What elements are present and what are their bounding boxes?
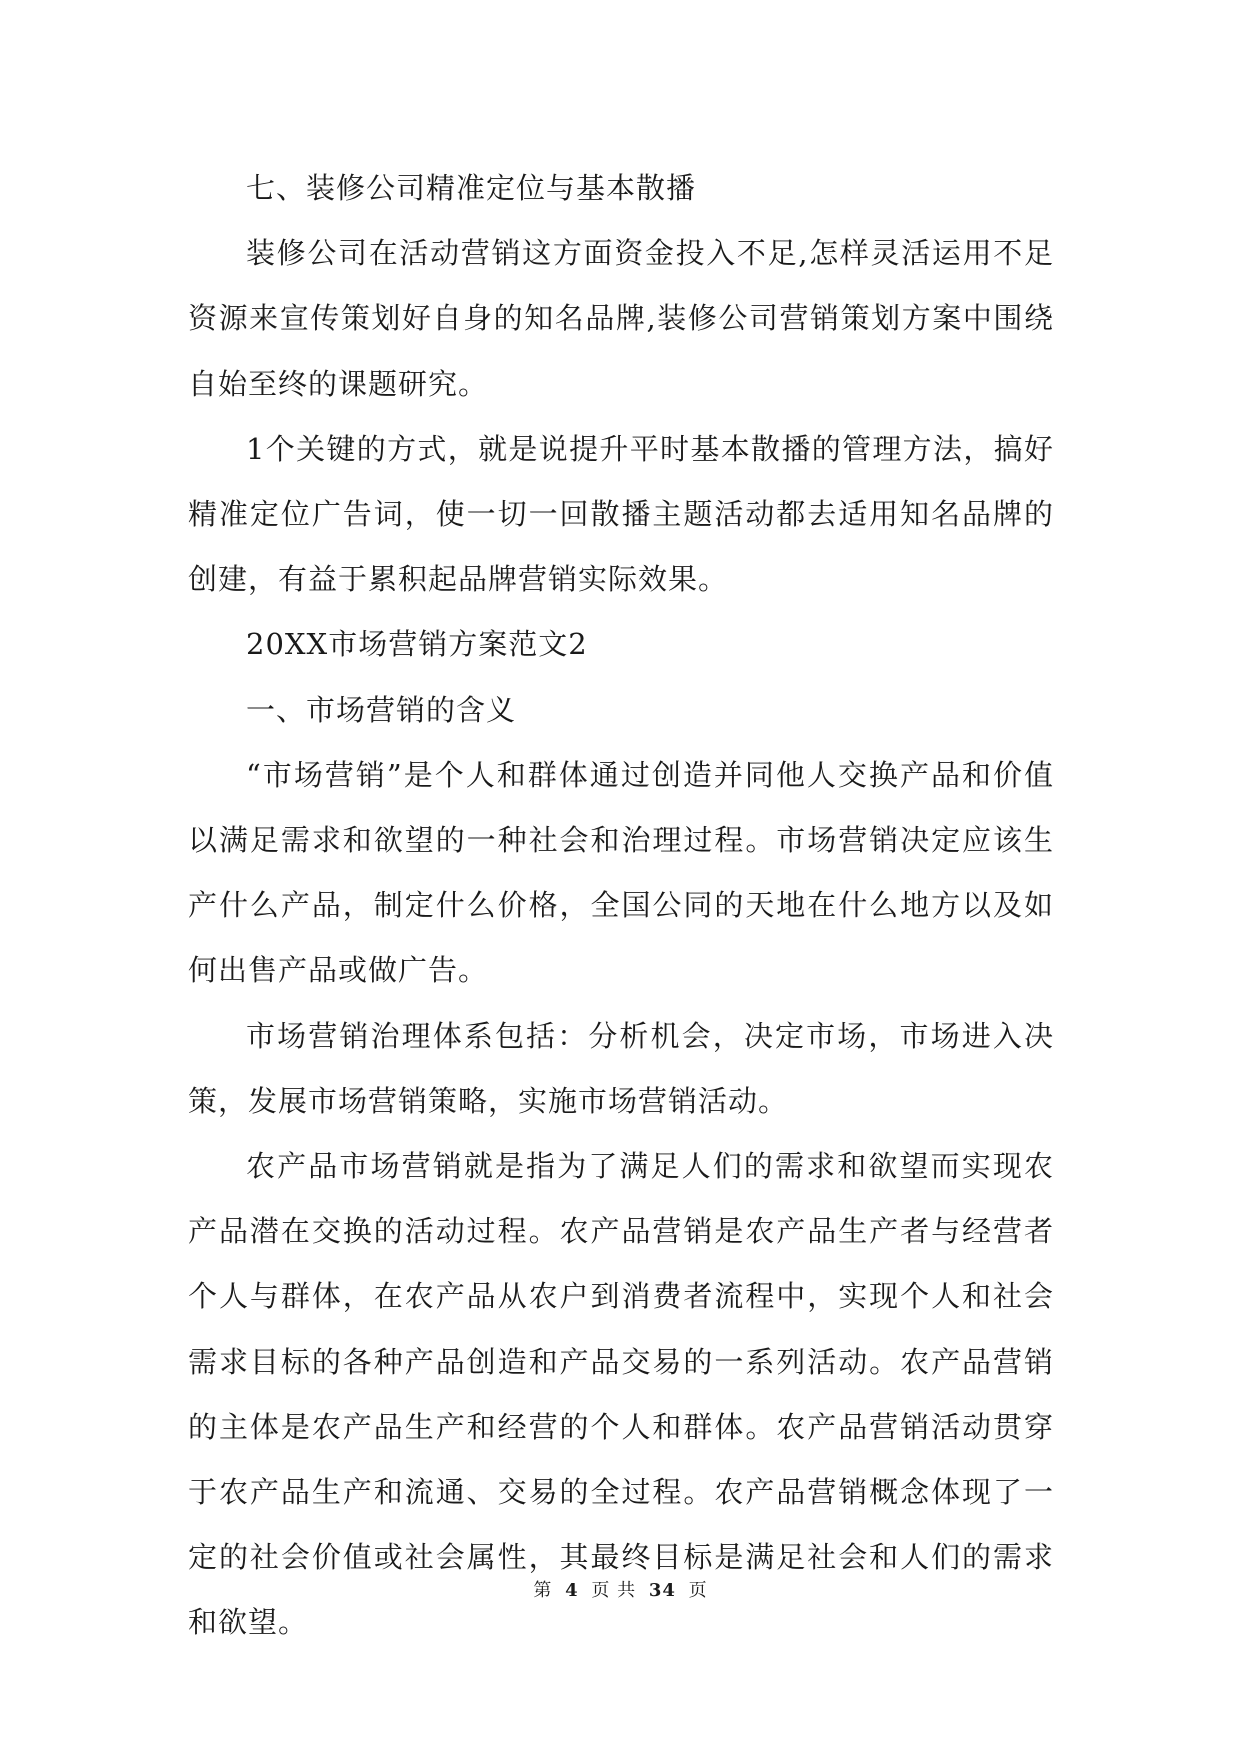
footer-suffix: 页 [688, 1580, 708, 1601]
section-heading-1: 一、市场营销的含义 [246, 692, 517, 727]
paragraph-4: 市场营销治理体系包括：分析机会，决定市场，市场进入决策，发展市场营销策略，实施市场营销活动。 [188, 1018, 1054, 1118]
footer-prefix: 第 [533, 1580, 553, 1601]
footer-total-pages: 34 [648, 1580, 676, 1601]
paragraph-1: 装修公司在活动营销这方面资金投入不足,怎样灵活运用不足资源来宣传策划好自身的知名品牌,装修公司营销策划方案中围绕自始至终的课题研究。 [188, 236, 1054, 401]
document-subtitle: 20XX市场营销方案范文2 [246, 627, 588, 662]
paragraph-2: 1个关键的方式，就是说提升平时基本散播的管理方法，搞好精准定位广告词，使一切一回散播主题活动都去适用知名品牌的创建，有益于累积起品牌营销实际效果。 [188, 431, 1054, 597]
paragraph-3: “市场营销”是个人和群体通过创造并同他人交换产品和价值以满足需求和欲望的一种社会和治理过程。市场营销决定应该生产什么产品，制定什么价格，全国公同的天地在什么地方以及如何出售产品或做广告。 [188, 757, 1054, 988]
document-body [188, 156, 1054, 1656]
footer-middle: 页 共 [591, 1580, 637, 1601]
page-footer [0, 1576, 1241, 1602]
section-heading-7: 七、装修公司精准定位与基本散播 [246, 171, 697, 205]
footer-page-number: 4 [565, 1580, 579, 1601]
paragraph-5: 农产品市场营销就是指为了满足人们的需求和欲望而实现农产品潜在交换的活动过程。农产品营销是农产品生产者与经营者个人与群体，在农产品从农户到消费者流程中，实现个人和社会需求目标的各种产品创造和产品交易的一系列活动。农产品营销的主体是农产品生产和经营的个人和群体。农产品营销活动贯穿于农产品生产和流通、交易的全过程。农产品营销概念体现了一定的社会价值或社会属性，其最终目标是满足社会和人们的需求和欲望。 [188, 1149, 1054, 1640]
